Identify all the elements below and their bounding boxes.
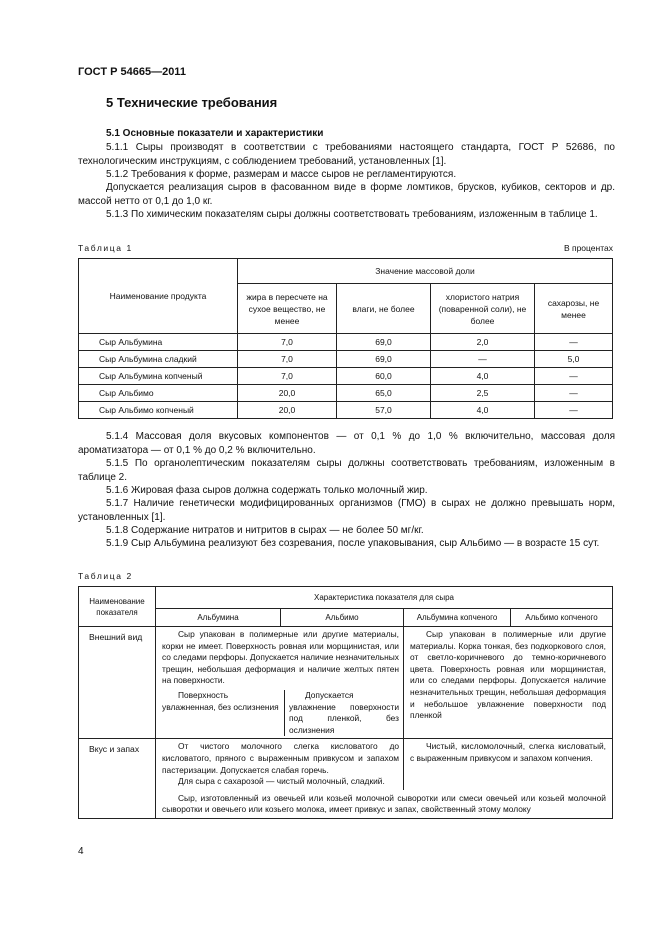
table-row [79, 368, 613, 385]
table1-col-name: Наименование продукта [79, 259, 238, 334]
cell-salt: 2,0 [431, 334, 535, 351]
table1-col-moisture: влаги, не более [337, 284, 431, 334]
appearance-albumina-text: Поверхность увлажненная, без ослизнения [162, 689, 279, 712]
paragraph-5-1-8: 5.1.8 Содержание нитратов и нитритов в сырах — не более 50 мг/кг. [106, 525, 424, 536]
taste-main-cell [156, 739, 404, 790]
table-organoleptic [78, 586, 613, 819]
paragraph-5-1-9: 5.1.9 Сыр Альбумина реализуют без созревания, после упаковывания, сыр Альбимо — в возрасте 15 сут. [106, 538, 600, 549]
cell-fat: 20,0 [238, 402, 337, 419]
page-number: 4 [78, 846, 84, 857]
paragraph-5-1-7: 5.1.7 Наличие генетически модифицированных организмов (ГМО) в сырах не должно превышать норм, установленных [1]. [78, 498, 615, 523]
table-row [79, 334, 613, 351]
cell-sugar: 5,0 [535, 351, 613, 368]
paragraph-5-1-6: 5.1.6 Жировая фаза сыров должна содержать только молочный жир. [106, 485, 428, 496]
table2-col-albumina: Альбумина [156, 609, 281, 627]
cell-sugar: — [535, 334, 613, 351]
paragraph-fasovka: Допускается реализация сыров в фасованном виде в форме ломтиков, брусков, кубиков, секторов и др. массой нетто от 0,1 до 1,0 кг. [78, 182, 615, 207]
cell-sugar: — [535, 402, 613, 419]
table-row [79, 385, 613, 402]
paragraph-5-1-5: 5.1.5 По органолептическим показателям сыры должны соответствовать требованиям, изложенным в таблице 2. [78, 458, 615, 483]
paragraph-5-1-2: 5.1.2 Требования к форме, размерам и массе сыров не регламентируются. [106, 169, 457, 180]
cell-moisture: 60,0 [337, 368, 431, 385]
table-row-taste [79, 739, 613, 790]
cell-salt: 4,0 [431, 368, 535, 385]
cell-name: Сыр Альбумина [79, 334, 238, 351]
document-header: ГОСТ Р 54665—2011 [78, 66, 186, 78]
appearance-albimo-text: Допускается увлажнение поверхности под пленкой, без ослизнения [284, 690, 399, 736]
table2-group-header: Характеристика показателя для сыра [156, 587, 613, 609]
table1-col-salt: хлористого натрия (поваренной соли), не более [431, 284, 535, 334]
row-label-taste: Вкус и запах [79, 739, 156, 819]
table-row-taste-whey [79, 790, 613, 819]
cell-sugar: — [535, 368, 613, 385]
taste-whey-text: Сыр, изготовленный из овечьей или козьей молочной сыворотки или смеси овечьей или козьей молочной сыворотки и овечьего или козьего молока, имеет привкус и запах, свойственный этому молоку [162, 792, 606, 815]
cell-fat: 20,0 [238, 385, 337, 402]
cell-moisture: 69,0 [337, 334, 431, 351]
taste-main-text: От чистого молочного слегка кисловатого до кисловатого, пряного с выраженным привкусом и запахом пастеризации. Допускается слабая горечь. [162, 741, 399, 775]
cell-moisture: 65,0 [337, 385, 431, 402]
table1-caption: Таблица 1 [78, 243, 133, 253]
taste-smoked-text: Чистый, кисломолочный, слегка кисловатый, с выраженным привкусом и запахом копчения. [410, 741, 606, 763]
table1-col-fat: жира в пересчете на сухое вещество, не менее [238, 284, 337, 334]
table2-caption: Таблица 2 [78, 571, 133, 581]
taste-smoked-cell [404, 739, 613, 790]
appearance-main-text: Сыр упакован в полимерные или другие материалы, корки не имеет. Поверхность ровная или морщинистая, или со следами перфоры. Допускается наличие незначительных трещин, небольшая деформация и наличие желтых пятен на поверхности. [162, 629, 399, 686]
taste-sweet-text: Для сыра с сахарозой — чистый молочный, сладкий. [178, 776, 385, 787]
cell-name: Сыр Альбимо [79, 385, 238, 402]
table2-col-albumina-smoked: Альбумина копченого [404, 609, 511, 627]
appearance-main-cell [156, 627, 404, 739]
appearance-smoked-text: Сыр упакован в полимерные или другие материалы. Корка тонкая, без подкоркового слоя, от светло-коричневого до темно-коричневого цвета. Поверхность ровная или морщинистая, или со следами перфоры. Допускается наличие незначительных трещин, небольшая деформация и небольшое увлажнение поверхности под пленкой [410, 629, 606, 721]
cell-salt: 2,5 [431, 385, 535, 402]
table2-col-albimo: Альбимо [281, 609, 404, 627]
table2-col-albimo-smoked: Альбимо копченого [511, 609, 613, 627]
appearance-split [162, 690, 399, 736]
table-row [79, 402, 613, 419]
taste-whey-cell [156, 790, 613, 819]
row-label-appearance: Внешний вид [79, 627, 156, 739]
table-chemical [78, 258, 613, 419]
table1-group-header: Значение массовой доли [238, 259, 613, 284]
cell-name: Сыр Альбумина копченый [79, 368, 238, 385]
cell-salt: 4,0 [431, 402, 535, 419]
cell-moisture: 57,0 [337, 402, 431, 419]
table1-unit: В процентах [563, 243, 613, 253]
table-row [79, 351, 613, 368]
cell-salt: — [431, 351, 535, 368]
subsection-title: 5.1 Основные показатели и характеристики [106, 128, 324, 139]
cell-moisture: 69,0 [337, 351, 431, 368]
cell-name: Сыр Альбимо копченый [79, 402, 238, 419]
cell-fat: 7,0 [238, 368, 337, 385]
table-row-appearance [79, 627, 613, 739]
paragraph-5-1-1: 5.1.1 Сыры производят в соответствии с требованиями настоящего стандарта, ГОСТ Р 52686, по технологическим инструкциям, с соблюдением требований, установленных [1]. [78, 142, 615, 167]
cell-name: Сыр Альбумина сладкий [79, 351, 238, 368]
cell-fat: 7,0 [238, 351, 337, 368]
appearance-smoked-cell [404, 627, 613, 739]
cell-sugar: — [535, 385, 613, 402]
paragraph-5-1-3: 5.1.3 По химическим показателям сыры должны соответствовать требованиям, изложенным в таблице 1. [106, 209, 598, 220]
paragraph-5-1-4: 5.1.4 Массовая доля вкусовых компонентов — от 0,1 % до 1,0 % включительно, массовая доля ароматизатора — от 0,1 % до 0,2 % включительно. [78, 431, 615, 456]
table2-col-name: Наименование показателя [79, 587, 156, 627]
cell-fat: 7,0 [238, 334, 337, 351]
section-title: 5 Технические требования [106, 95, 278, 110]
table1-col-sugar: сахарозы, не менее [535, 284, 613, 334]
